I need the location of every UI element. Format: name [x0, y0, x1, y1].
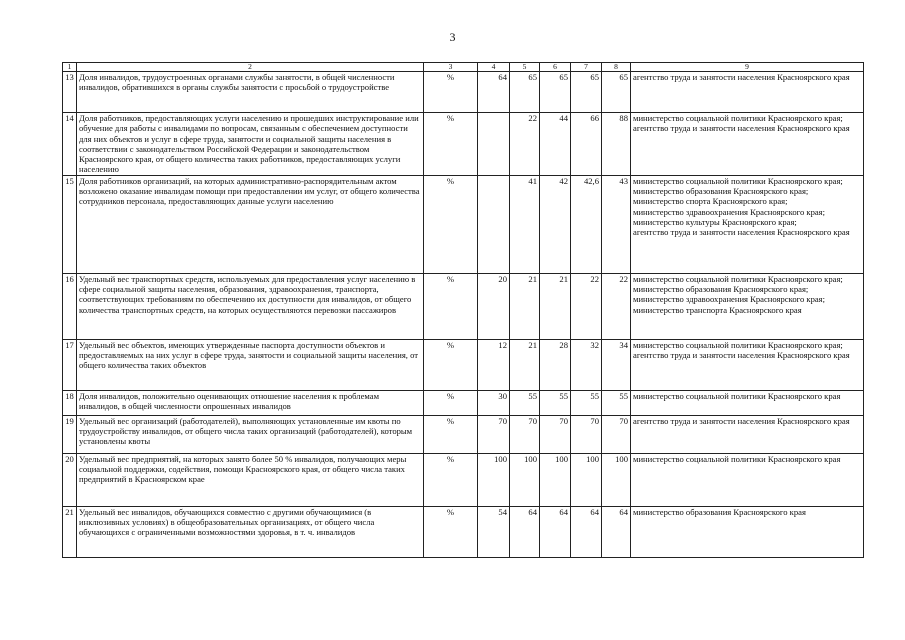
value-col-7: 55 [571, 390, 602, 415]
responsible-agencies: министерство социальной политики Красноярского края; агентство труда и занятости населения Красноярского края [631, 113, 864, 176]
row-number: 14 [63, 113, 77, 176]
header-cell: 5 [510, 63, 540, 72]
value-col-6: 70 [540, 415, 571, 453]
responsible-agencies: министерство социальной политики Красноярского края [631, 453, 864, 506]
unit-cell: % [424, 415, 478, 453]
row-number: 18 [63, 390, 77, 415]
value-col-8: 65 [602, 72, 631, 113]
value-col-8: 88 [602, 113, 631, 176]
row-number: 19 [63, 415, 77, 453]
indicator-name: Доля инвалидов, положительно оценивающих отношение населения к проблемам инвалидов, в общей численности опрошенных инвалидов [77, 390, 424, 415]
row-number: 16 [63, 273, 77, 339]
unit-cell: % [424, 390, 478, 415]
indicator-name: Удельный вес объектов, имеющих утвержденные паспорта доступности объектов и предоставляемых на них услуг в сфере труда, занятости и социальной защиты населения, от общего количества таких объектов [77, 339, 424, 390]
value-col-6: 64 [540, 506, 571, 557]
indicators-table [62, 62, 864, 558]
value-col-6: 42 [540, 175, 571, 273]
responsible-agencies: агентство труда и занятости населения Красноярского края [631, 72, 864, 113]
value-col-5: 21 [510, 273, 540, 339]
value-col-8: 55 [602, 390, 631, 415]
row-number: 15 [63, 175, 77, 273]
value-col-4 [478, 113, 510, 176]
value-col-5: 22 [510, 113, 540, 176]
value-col-7: 65 [571, 72, 602, 113]
responsible-agencies: министерство социальной политики Красноярского края [631, 390, 864, 415]
value-col-8: 22 [602, 273, 631, 339]
value-col-6: 65 [540, 72, 571, 113]
header-cell: 7 [571, 63, 602, 72]
value-col-5: 41 [510, 175, 540, 273]
header-cell: 2 [77, 63, 424, 72]
value-col-6: 21 [540, 273, 571, 339]
value-col-5: 64 [510, 506, 540, 557]
indicator-name: Удельный вес инвалидов, обучающихся совместно с другими обучающимися (в инклюзивных условиях) в общеобразовательных организациях, от общего числа обучающихся с ограниченными возможностями здоровья, в т. ч. инвалидов [77, 506, 424, 557]
value-col-4: 20 [478, 273, 510, 339]
value-col-6: 28 [540, 339, 571, 390]
table-row [63, 175, 864, 273]
page-number: 3 [449, 30, 456, 44]
header-cell: 1 [63, 63, 77, 72]
table-row [63, 113, 864, 176]
unit-cell: % [424, 339, 478, 390]
value-col-8: 34 [602, 339, 631, 390]
responsible-agencies: министерство социальной политики Красноярского края; министерство образования Красноярского края; министерство здравоохранения Красноярского края; министерство транспорта Красноярского края [631, 273, 864, 339]
table-row [63, 453, 864, 506]
unit-cell: % [424, 175, 478, 273]
indicator-name: Удельный вес организаций (работодателей), выполняющих установленные им квоты по трудоустройству инвалидов, от общего числа таких организаций (работодателей), которым установлены квоты [77, 415, 424, 453]
value-col-4: 54 [478, 506, 510, 557]
unit-cell: % [424, 113, 478, 176]
value-col-7: 70 [571, 415, 602, 453]
unit-cell: % [424, 273, 478, 339]
table-row [63, 506, 864, 557]
indicator-name: Удельный вес предприятий, на которых занято более 50 % инвалидов, получающих меры социальной поддержки, содействия, помощи Красноярского края, от общего числа таких предприятий в Красноярском крае [77, 453, 424, 506]
value-col-6: 44 [540, 113, 571, 176]
responsible-agencies: агентство труда и занятости населения Красноярского края [631, 415, 864, 453]
value-col-7: 64 [571, 506, 602, 557]
value-col-8: 43 [602, 175, 631, 273]
value-col-5: 100 [510, 453, 540, 506]
indicator-name: Доля работников, предоставляющих услуги населению и прошедших инструктирование или обучение для работы с инвалидами по вопросам, связанным с обеспечением доступности для них объектов и услуг в сфере труда, занятости и социальной защиты населения в соответствии с законодательством Российской Федерации и законодательством Красноярского края, от общего количества таких работников, предоставляющих услуги населению [77, 113, 424, 176]
table-body [63, 72, 864, 558]
value-col-7: 32 [571, 339, 602, 390]
value-col-4: 30 [478, 390, 510, 415]
responsible-agencies: министерство образования Красноярского края [631, 506, 864, 557]
table-row [63, 415, 864, 453]
table-row [63, 339, 864, 390]
value-col-5: 55 [510, 390, 540, 415]
indicator-name: Удельный вес транспортных средств, используемых для предоставления услуг населению в сфере социальной защиты населения, образования, здравоохранения, транспорта, соответствующих требованиям по обеспечению их доступности для инвалидов, от общего количества транспортных средств, на которых осуществляются перевозки пассажиров [77, 273, 424, 339]
row-number: 13 [63, 72, 77, 113]
value-col-4: 12 [478, 339, 510, 390]
row-number: 20 [63, 453, 77, 506]
row-number: 21 [63, 506, 77, 557]
value-col-4: 70 [478, 415, 510, 453]
value-col-4: 64 [478, 72, 510, 113]
responsible-agencies: министерство социальной политики Красноярского края; министерство образования Красноярского края; министерство спорта Красноярского края; министерство здравоохранения Красноярского края; министерство культуры Красноярского края; агентство труда и занятости населения Красноярского края [631, 175, 864, 273]
value-col-7: 22 [571, 273, 602, 339]
value-col-5: 65 [510, 72, 540, 113]
unit-cell: % [424, 506, 478, 557]
unit-cell: % [424, 453, 478, 506]
value-col-8: 64 [602, 506, 631, 557]
unit-cell: % [424, 72, 478, 113]
value-col-6: 55 [540, 390, 571, 415]
value-col-4 [478, 175, 510, 273]
value-col-5: 21 [510, 339, 540, 390]
indicator-name: Доля работников организаций, на которых административно-распорядительным актом возложено оказание инвалидам помощи при предоставлении им услуг, от общего количества сотрудников персонала, предоставляющих данные услуги населению [77, 175, 424, 273]
value-col-7: 66 [571, 113, 602, 176]
header-cell: 8 [602, 63, 631, 72]
header-cell: 4 [478, 63, 510, 72]
value-col-7: 100 [571, 453, 602, 506]
row-number: 17 [63, 339, 77, 390]
header-cell: 6 [540, 63, 571, 72]
table-row [63, 273, 864, 339]
table-row [63, 72, 864, 113]
value-col-5: 70 [510, 415, 540, 453]
indicator-name: Доля инвалидов, трудоустроенных органами службы занятости, в общей численности инвалидов, обратившихся в органы службы занятости с просьбой о трудоустройстве [77, 72, 424, 113]
value-col-6: 100 [540, 453, 571, 506]
table-row [63, 390, 864, 415]
value-col-8: 100 [602, 453, 631, 506]
header-cell: 9 [631, 63, 864, 72]
value-col-7: 42,6 [571, 175, 602, 273]
header-cell: 3 [424, 63, 478, 72]
header-row [63, 63, 864, 72]
value-col-4: 100 [478, 453, 510, 506]
value-col-8: 70 [602, 415, 631, 453]
responsible-agencies: министерство социальной политики Красноярского края; агентство труда и занятости населения Красноярского края [631, 339, 864, 390]
